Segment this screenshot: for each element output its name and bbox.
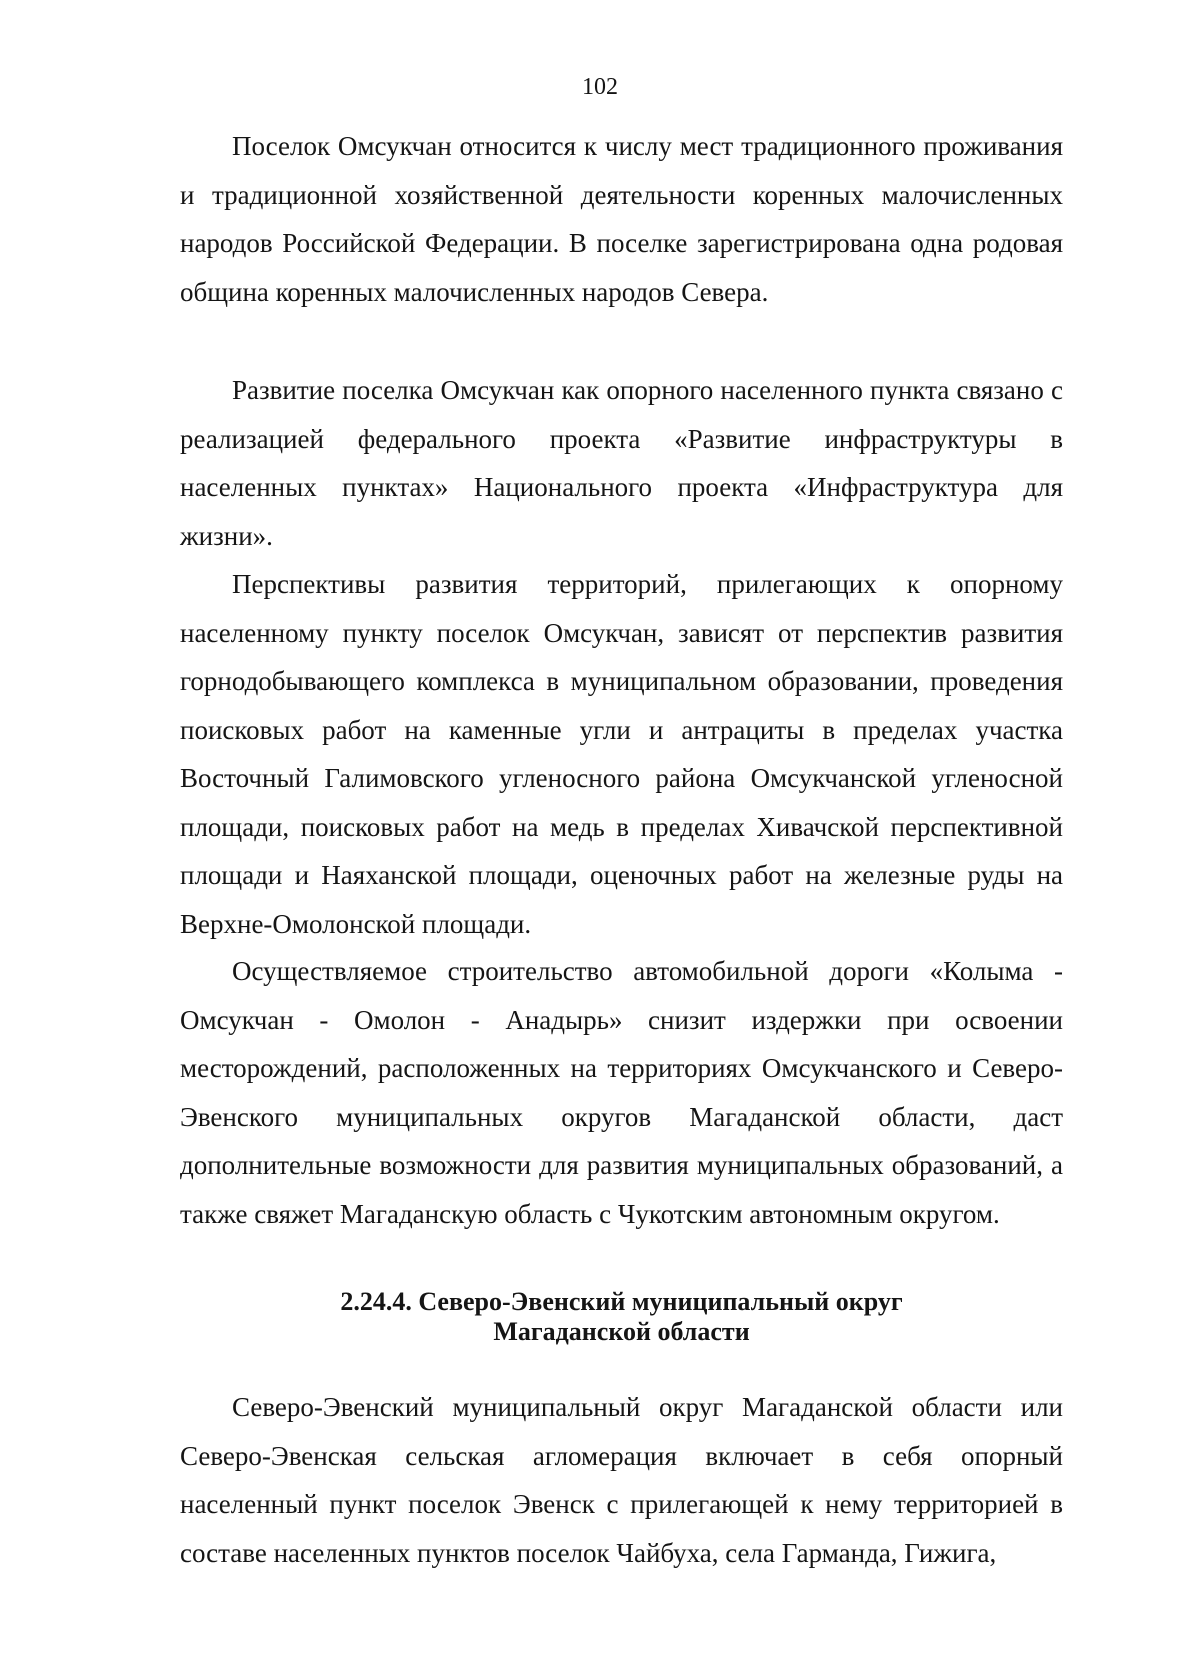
page-number: 102 <box>582 74 618 100</box>
section-heading-line-2: Магаданской области <box>493 1317 750 1346</box>
section-heading-line-1: 2.24.4. Северо-Эвенский муниципальный округ <box>340 1287 903 1316</box>
paragraph-severo-evensky-intro: Северо-Эвенский муниципальный округ Магаданской области или Северо-Эвенская сельская агломерация включает в себя опорный населенный пункт поселок Эвенск с прилегающей к нему территорией в составе населенных пунктов поселок Чайбуха, села Гарманда, Гижига, <box>180 1392 1063 1568</box>
paragraph-omsukchan-development: Развитие поселка Омсукчан как опорного населенного пункта связано с реализацией федерального проекта «Развитие инфраструктуры в населенных пунктах» Национального проекта «Инфраструктура для жизни». <box>180 375 1063 551</box>
paragraph-omsukchan-indigenous: Поселок Омсукчан относится к числу мест традиционного проживания и традиционной хозяйственной деятельности коренных малочисленных народов Российской Федерации. В поселке зарегистрирована одна родовая община коренных малочисленных народов Севера. <box>180 131 1063 307</box>
section-heading <box>180 1287 1063 1347</box>
paragraph-road-construction: Осуществляемое строительство автомобильной дороги «Колыма - Омсукчан - Омолон - Анадырь» снизит издержки при освоении месторождений, расположенных на территориях Омсукчанского и Северо-Эвенского муниципальных округов Магаданской области, даст дополнительные возможности для развития муниципальных образований, а также свяжет Магаданскую область с Чукотским автономным округом. <box>180 956 1063 1229</box>
paragraph-territory-prospects: Перспективы развития территорий, прилегающих к опорному населенному пункту поселок Омсукчан, зависят от перспектив развития горнодобывающего комплекса в муниципальном образовании, проведения поисковых работ на каменные угли и антрациты в пределах участка Восточный Галимовского угленосного района Омсукчанской угленосной площади, поисковых работ на медь в пределах Хивачской перспективной площади и Наяханской площади, оценочных работ на железные руды на Верхне-Омолонской площади. <box>180 569 1063 939</box>
